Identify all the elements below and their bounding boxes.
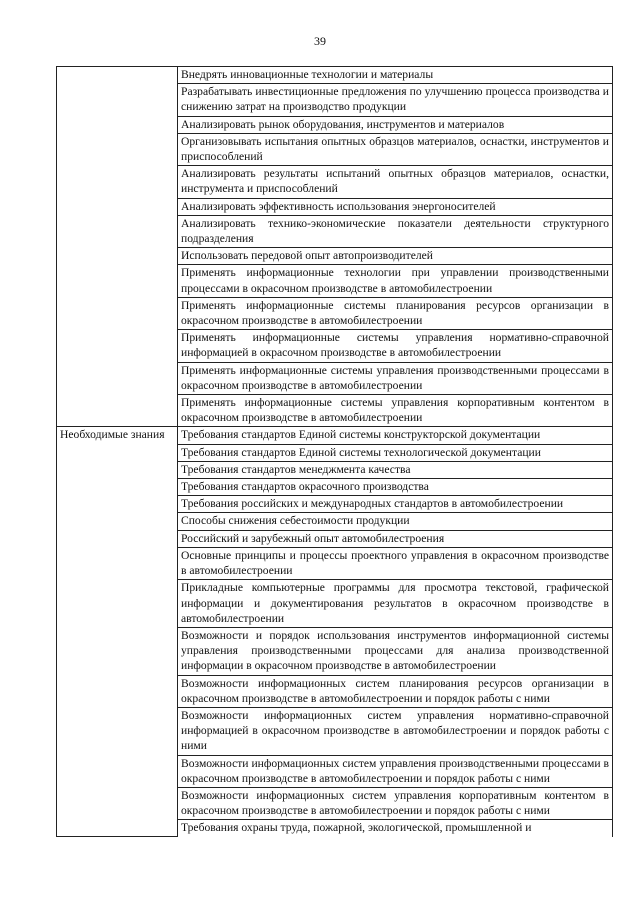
requirement-item: Разрабатывать инвестиционные предложения по улучшению процесса производства и снижению затрат на производство продукции bbox=[178, 84, 613, 116]
page-number: 39 bbox=[314, 34, 326, 48]
table-body bbox=[57, 67, 613, 837]
requirement-item: Возможности и порядок использования инструментов информационной системы управления производственными процессами для анализа производственной информации в окрасочном производстве в автомобилестроении bbox=[178, 627, 613, 675]
requirement-item: Применять информационные технологии при управлении производственными процессами в окрасочном производстве в автомобилестроении bbox=[178, 265, 613, 297]
requirement-item: Требования охраны труда, пожарной, экологической, промышленной и bbox=[178, 820, 613, 837]
requirement-item: Требования стандартов окрасочного производства bbox=[178, 479, 613, 496]
requirement-item: Возможности информационных систем планирования ресурсов организации в окрасочном производстве в автомобилестроении и порядок работы с ними bbox=[178, 675, 613, 707]
requirement-item: Использовать передовой опыт автопроизводителей bbox=[178, 248, 613, 265]
requirement-item: Применять информационные системы управления производственными процессами в окрасочном производстве в автомобилестроении bbox=[178, 362, 613, 394]
requirement-item: Применять информационные системы управления корпоративным контентом в окрасочном производстве в автомобилестроении bbox=[178, 395, 613, 427]
requirement-item: Организовывать испытания опытных образцов материалов, оснастки, инструментов и приспособлений bbox=[178, 133, 613, 165]
requirement-item: Анализировать эффективность использования энергоносителей bbox=[178, 198, 613, 215]
requirement-item: Возможности информационных систем управления нормативно-справочной информацией в окрасочном производстве в автомобилестроении и порядок работы с ними bbox=[178, 707, 613, 755]
table-row bbox=[57, 67, 613, 84]
requirement-item: Внедрять инновационные технологии и материалы bbox=[178, 67, 613, 84]
requirement-item: Способы снижения себестоимости продукции bbox=[178, 513, 613, 530]
requirement-item: Анализировать результаты испытаний опытных образцов материалов, оснастки, инструмента и приспособлений bbox=[178, 166, 613, 198]
requirement-item: Анализировать рынок оборудования, инструментов и материалов bbox=[178, 116, 613, 133]
requirement-item: Возможности информационных систем управления корпоративным контентом в окрасочном производстве в автомобилестроении и порядок работы с ними bbox=[178, 787, 613, 819]
section-label: Необходимые знания bbox=[57, 427, 178, 837]
table-row bbox=[57, 427, 613, 444]
requirement-item: Применять информационные системы управления нормативно-справочной информацией в окрасочном производстве в автомобилестроении bbox=[178, 330, 613, 362]
requirement-item: Требования российских и международных стандартов в автомобилестроении bbox=[178, 496, 613, 513]
requirement-item: Требования стандартов менеджмента качества bbox=[178, 461, 613, 478]
requirement-item: Прикладные компьютерные программы для просмотра текстовой, графической информации и документирования результатов в окрасочном производстве в автомобилестроении bbox=[178, 580, 613, 628]
requirement-item: Российский и зарубежный опыт автомобилестроения bbox=[178, 530, 613, 547]
section-label bbox=[57, 67, 178, 427]
requirement-item: Основные принципы и процессы проектного управления в окрасочном производстве в автомобилестроении bbox=[178, 547, 613, 579]
requirement-item: Требования стандартов Единой системы конструкторской документации bbox=[178, 427, 613, 444]
requirement-item: Анализировать технико-экономические показатели деятельности структурного подразделения bbox=[178, 215, 613, 247]
requirement-item: Требования стандартов Единой системы технологической документации bbox=[178, 444, 613, 461]
requirements-table bbox=[56, 66, 613, 837]
requirement-item: Применять информационные системы планирования ресурсов организации в окрасочном производстве в автомобилестроении bbox=[178, 297, 613, 329]
requirement-item: Возможности информационных систем управления производственными процессами в окрасочном производстве в автомобилестроении и порядок работы с ними bbox=[178, 755, 613, 787]
